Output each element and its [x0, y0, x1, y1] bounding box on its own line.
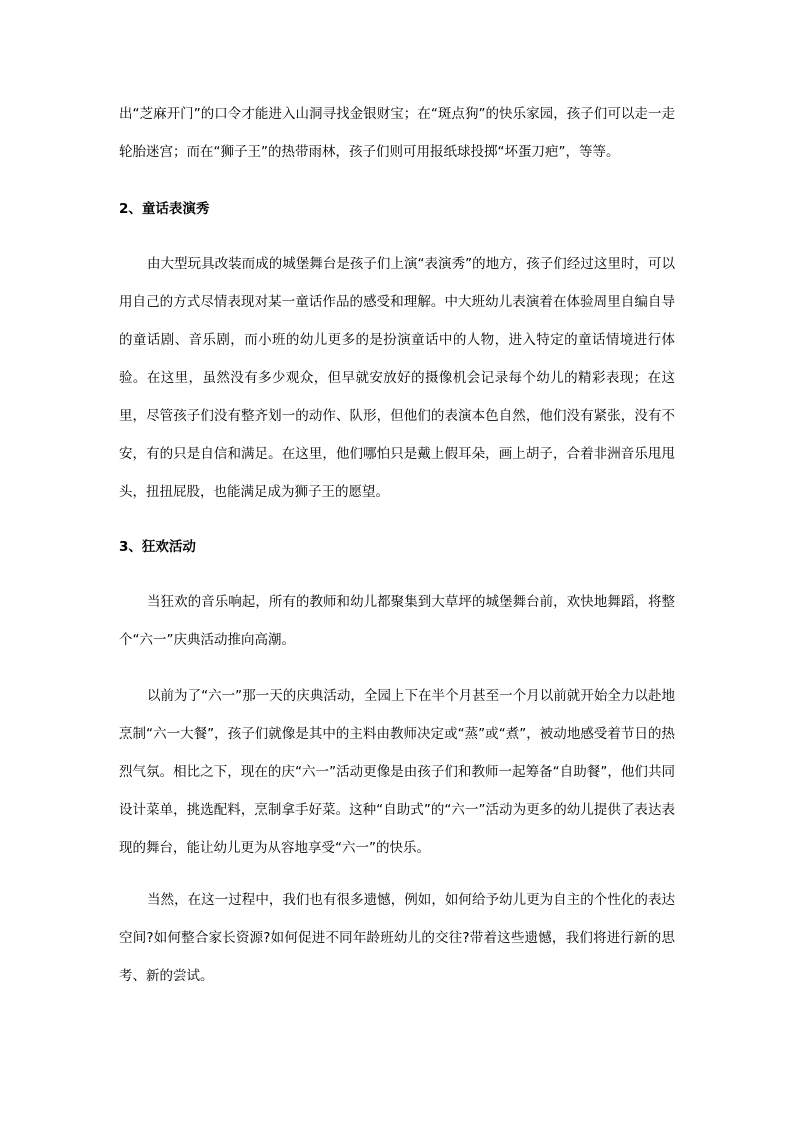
- intro-paragraph: 出“芝麻开门”的口令才能进入山洞寻找金银财宝；在“斑点狗”的快乐家园，孩子们可以走一走轮胎迷宫；而在“狮子王”的热带雨林，孩子们则可用报纸球投掷“坏蛋刀疤”，等等。: [119, 106, 675, 160]
- section3-paragraph-3: 当然，在这一过程中，我们也有很多遗憾，例如，如何给予幼儿更为自主的个性化的表达空间?如何整合家长资源?如何促进不同年龄班幼儿的交往?带着这些遗憾，我们将进行新的思考、新的尝试。: [119, 892, 675, 984]
- section2-paragraph: 由大型玩具改装而成的城堡舞台是孩子们上演“表演秀”的地方，孩子们经过这里时，可以用自己的方式尽情表现对某一童话作品的感受和理解。中大班幼儿表演着在体验周里自编自导的童话剧、音乐剧，而小班的幼儿更多的是扮演童话中的人物，进入特定的童话情境进行体验。在这里，虽然没有多少观众，但早就安放好的摄像机会记录每个幼儿的精彩表现；在这里，尽管孩子们没有整齐划一的动作、队形，但他们的表演本色自然，他们没有紧张，没有不安，有的只是自信和满足。在这里，他们哪怕只是戴上假耳朵，画上胡子，合着非洲音乐甩甩头，扭扭屁股，也能满足成为狮子王的愿望。: [119, 256, 675, 500]
- section-heading-3: 3、狂欢活动: [119, 539, 196, 555]
- section3-paragraph-2: 以前为了“六一”那一天的庆典活动，全园上下在半个月甚至一个月以前就开始全力以赴地烹制“六一大餐”，孩子们就像是其中的主料由教师决定或“蒸”或“煮”，被动地感受着节日的热烈气氛。相比之下，现在的庆“六一”活动更像是由孩子们和教师一起筹备“自助餐”，他们共同设计菜单，挑选配料，烹制拿手好菜。这种“自助式”的“六一”活动为更多的幼儿提供了表达表现的舞台，能让幼儿更为从容地享受“六一”的快乐。: [119, 688, 675, 856]
- section3-paragraph-1: 当狂欢的音乐响起，所有的教师和幼儿都聚集到大草坪的城堡舞台前，欢快地舞蹈，将整个“六一”庆典活动推向高潮。: [119, 594, 675, 648]
- section-heading-2: 2、童话表演秀: [119, 201, 210, 217]
